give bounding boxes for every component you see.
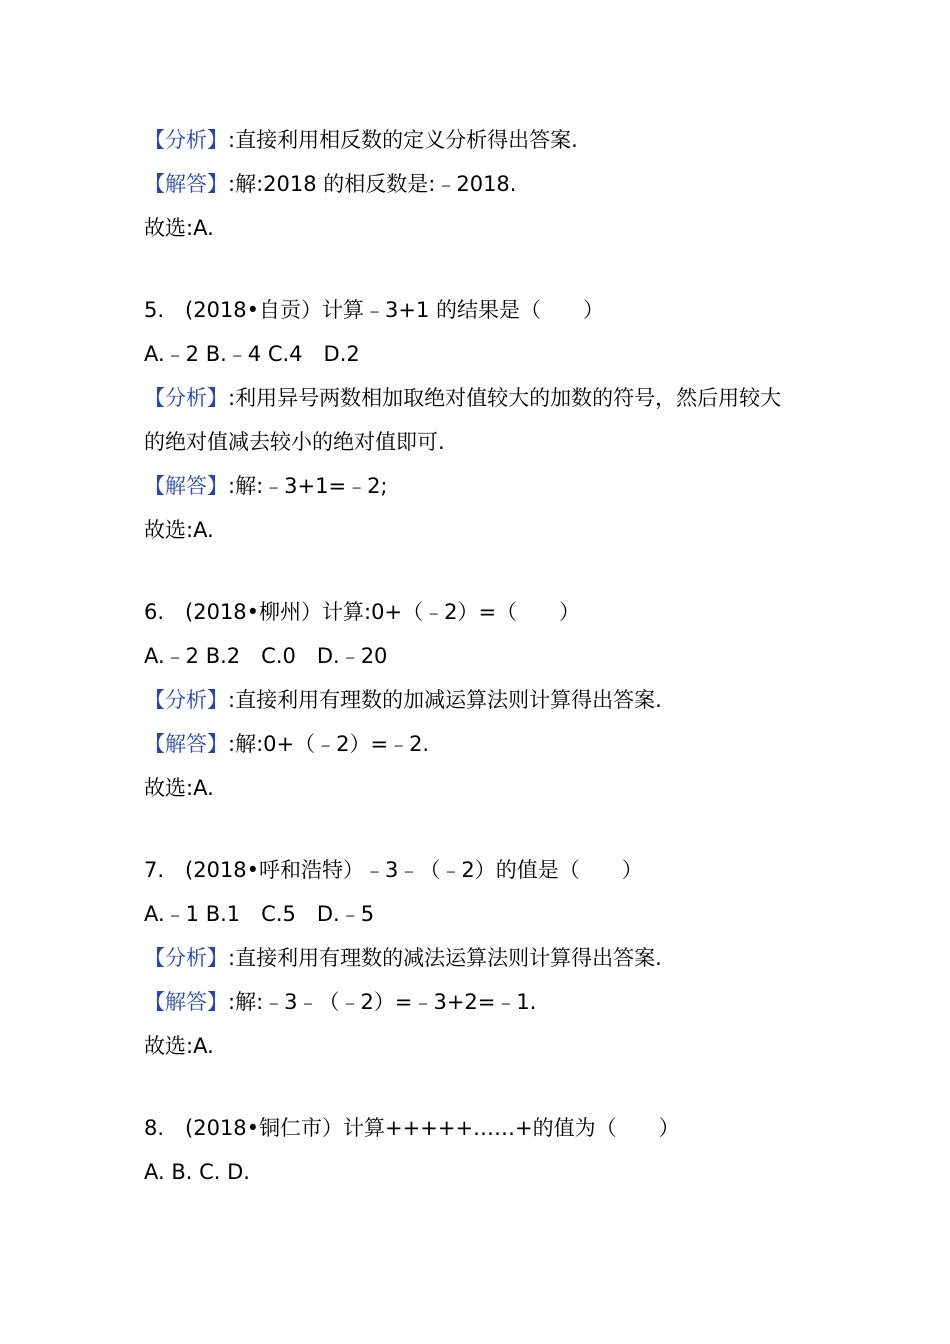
solution-tag: 【解答】 <box>144 732 228 756</box>
solution-tag: 【解答】 <box>144 474 228 498</box>
question-5-analysis-line-2: 的绝对值减去较小的绝对值即可. <box>144 430 445 454</box>
question-5-stem: 5. (2018•自贡）计算﹣3+1 的结果是（ ） <box>144 298 605 322</box>
question-5-solution <box>144 471 824 501</box>
question-7-answer: 故选:A. <box>144 1034 214 1058</box>
question-6-analysis <box>144 685 824 715</box>
solution-tag: 【解答】 <box>144 172 228 196</box>
question-5-answer: 故选:A. <box>144 518 214 542</box>
analysis-text: :直接利用有理数的加减运算法则计算得出答案. <box>228 688 662 712</box>
question-6-options: A.﹣2 B.2 C.0 D.﹣20 <box>144 644 388 668</box>
analysis-tag: 【分析】 <box>144 688 228 712</box>
analysis-tag: 【分析】 <box>144 386 228 410</box>
question-8-stem: 8. (2018•铜仁市）计算+++++……+的值为（ ） <box>144 1116 680 1140</box>
analysis-text: :直接利用相反数的定义分析得出答案. <box>228 128 578 152</box>
solution-line <box>144 169 824 199</box>
question-5-options: A.﹣2 B.﹣4 C.4 D.2 <box>144 342 360 366</box>
analysis-tag: 【分析】 <box>144 128 228 152</box>
question-7-options: A.﹣1 B.1 C.5 D.﹣5 <box>144 902 375 926</box>
analysis-text: :直接利用有理数的减法运算法则计算得出答案. <box>228 946 662 970</box>
solution-text: :解:0+（﹣2）=﹣2. <box>228 732 430 756</box>
solution-text: :解:2018 的相反数是:﹣2018. <box>228 172 517 196</box>
question-8-options: A. B. C. D. <box>144 1160 250 1184</box>
analysis-text: :利用异号两数相加取绝对值较大的加数的符号，然后用较大 <box>228 386 782 410</box>
analysis-tag: 【分析】 <box>144 946 228 970</box>
question-6-stem: 6. (2018•柳州）计算:0+（﹣2）=（ ） <box>144 600 581 624</box>
answer-line: 故选:A. <box>144 216 214 240</box>
question-7-solution <box>144 987 824 1017</box>
question-6-solution <box>144 729 824 759</box>
solution-text: :解:﹣3+1=﹣2; <box>228 474 388 498</box>
question-7-stem: 7. (2018•呼和浩特）﹣3﹣（﹣2）的值是（ ） <box>144 858 643 882</box>
question-5-analysis-line-1 <box>144 383 824 413</box>
analysis-line <box>144 125 824 155</box>
question-7-analysis <box>144 943 824 973</box>
solution-tag: 【解答】 <box>144 990 228 1014</box>
question-6-answer: 故选:A. <box>144 776 214 800</box>
solution-text: :解:﹣3﹣（﹣2）=﹣3+2=﹣1. <box>228 990 537 1014</box>
